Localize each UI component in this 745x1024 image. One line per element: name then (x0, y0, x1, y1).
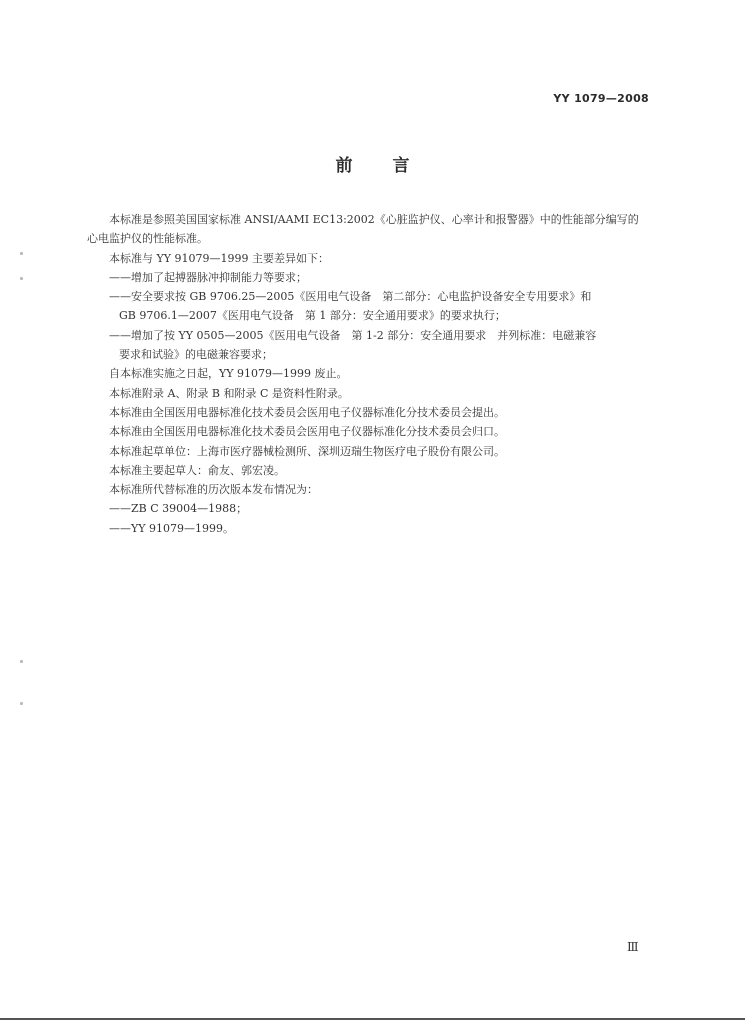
page-number: Ⅲ (627, 940, 639, 954)
paragraph-drafters: 本标准主要起草人：俞友、郭宏凌。 (109, 463, 285, 477)
paragraph-managed-by: 本标准由全国医用电器标准化技术委员会医用电子仪器标准化分技术委员会归口。 (109, 425, 505, 439)
binding-hole-mark (20, 660, 23, 663)
binding-hole-mark (20, 252, 23, 255)
list-item-safety-line1: ——安全要求按 GB 9706.25—2005《医用电气设备 第二部分：心电监护设备安全专用要求》和 (109, 290, 592, 304)
binding-hole-mark (20, 277, 23, 280)
list-item-pacemaker: ——增加了起搏器脉冲抑制能力等要求； (109, 270, 307, 284)
title-char-right: 言 (392, 156, 410, 176)
title-char-left: 前 (335, 156, 353, 176)
scan-edge-line (0, 1018, 745, 1020)
paragraph-drafting-units: 本标准起草单位：上海市医疗器械检测所、深圳迈瑞生物医疗电子股份有限公司。 (109, 444, 505, 458)
list-item-emc-line2: 要求和试验》的电磁兼容要求； (119, 348, 273, 362)
paragraph-differences-intro: 本标准与 YY 91079—1999 主要差异如下： (109, 251, 329, 265)
paragraph-repeal: 自本标准实施之日起，YY 91079—1999 废止。 (109, 367, 348, 381)
paragraph-previous-editions: 本标准所代替标准的历次版本发布情况为： (109, 483, 318, 497)
foreword-body (87, 210, 647, 538)
paragraph-proposed-by: 本标准由全国医用电器标准化技术委员会医用电子仪器标准化分技术委员会提出。 (109, 405, 505, 419)
list-item-safety-line2: GB 9706.1—2007《医用电气设备 第 1 部分：安全通用要求》的要求执行； (119, 309, 506, 323)
list-item-edition-1999: ——YY 91079—1999。 (109, 521, 235, 535)
list-item-edition-1988: ——ZB C 39004—1988； (109, 502, 248, 516)
document-code-header: YY 1079—2008 (553, 92, 649, 105)
page-title (0, 151, 745, 176)
paragraph-reference-standard: 本标准是参照美国国家标准 ANSI/AAMI EC13:2002《心脏监护仪、心率计和报警器》中的性能部分编写的心电监护仪的性能标准。 (87, 213, 639, 246)
paragraph-appendices: 本标准附录 A、附录 B 和附录 C 是资料性附录。 (109, 386, 349, 400)
binding-hole-mark (20, 702, 23, 705)
list-item-emc-line1: ——增加了按 YY 0505—2005《医用电气设备 第 1-2 部分：安全通用要求 并列标准：电磁兼容 (109, 328, 597, 342)
